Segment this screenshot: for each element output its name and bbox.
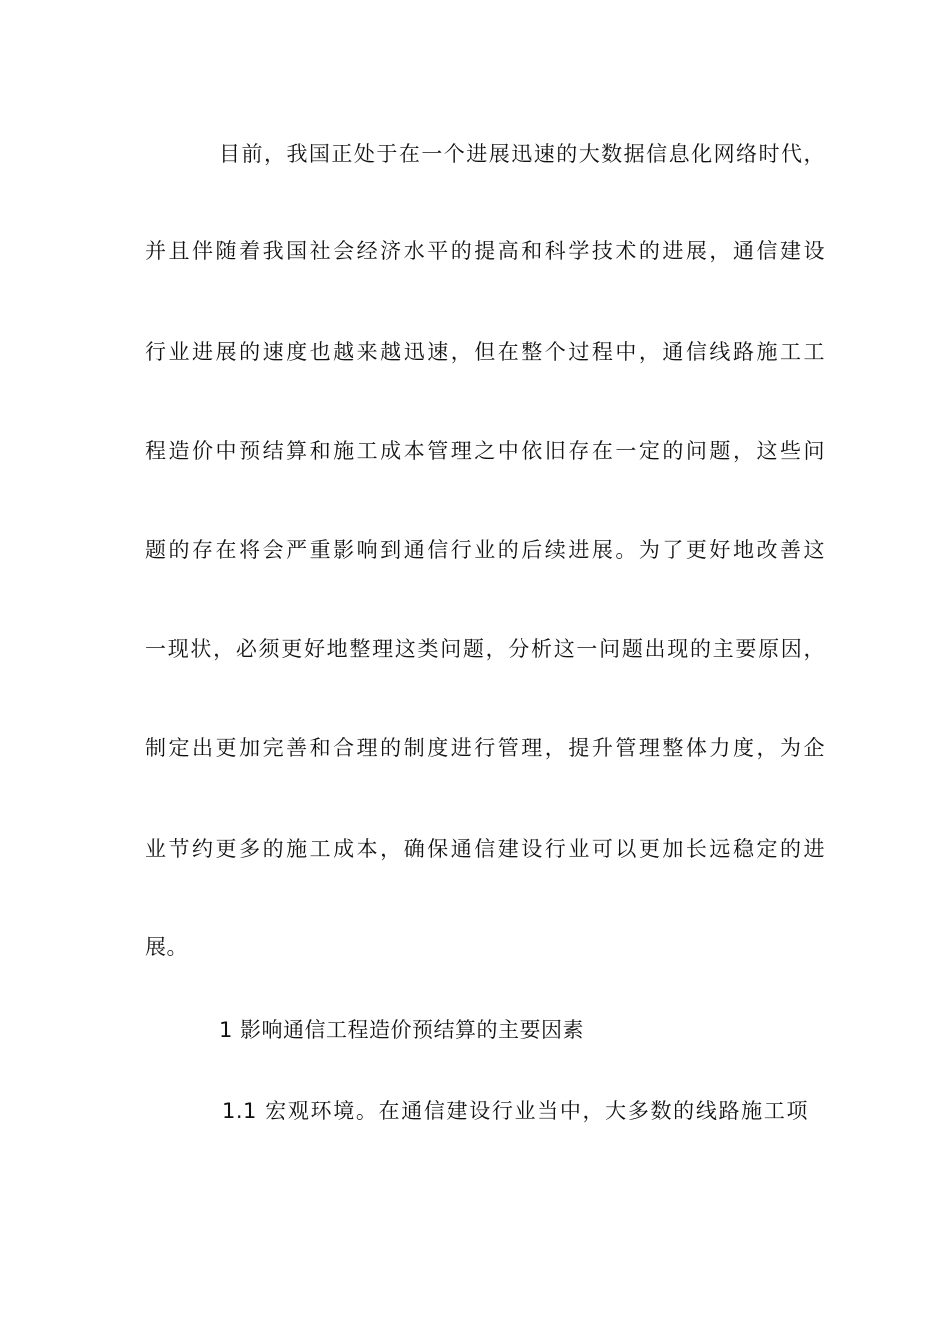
subsection-first-line: 1.1 宏观环境。在通信建设行业当中，大多数的线路施工项 xyxy=(222,1099,808,1123)
section-heading: 1 影响通信工程造价预结算的主要因素 xyxy=(219,1018,585,1042)
paragraph-line-6: 一现状，必须更好地整理这类问题，分析这一问题出现的主要原因， xyxy=(145,637,825,661)
paragraph-line-2: 并且伴随着我国社会经济水平的提高和科学技术的进展，通信建设 xyxy=(145,239,825,263)
paragraph-line-8: 业节约更多的施工成本，确保通信建设行业可以更加长远稳定的进 xyxy=(145,837,825,861)
paragraph-line-9: 展。 xyxy=(145,935,188,959)
paragraph-line-4: 程造价中预结算和施工成本管理之中依旧存在一定的问题，这些问 xyxy=(145,439,825,463)
paragraph-line-7: 制定出更加完善和合理的制度进行管理，提升管理整体力度，为企 xyxy=(145,736,825,760)
paragraph-line-3: 行业进展的速度也越来越迅速，但在整个过程中，通信线路施工工 xyxy=(145,340,825,364)
paragraph-line-1: 目前，我国正处于在一个进展迅速的大数据信息化网络时代， xyxy=(219,142,825,166)
paragraph-line-5: 题的存在将会严重影响到通信行业的后续进展。为了更好地改善这 xyxy=(145,538,825,562)
